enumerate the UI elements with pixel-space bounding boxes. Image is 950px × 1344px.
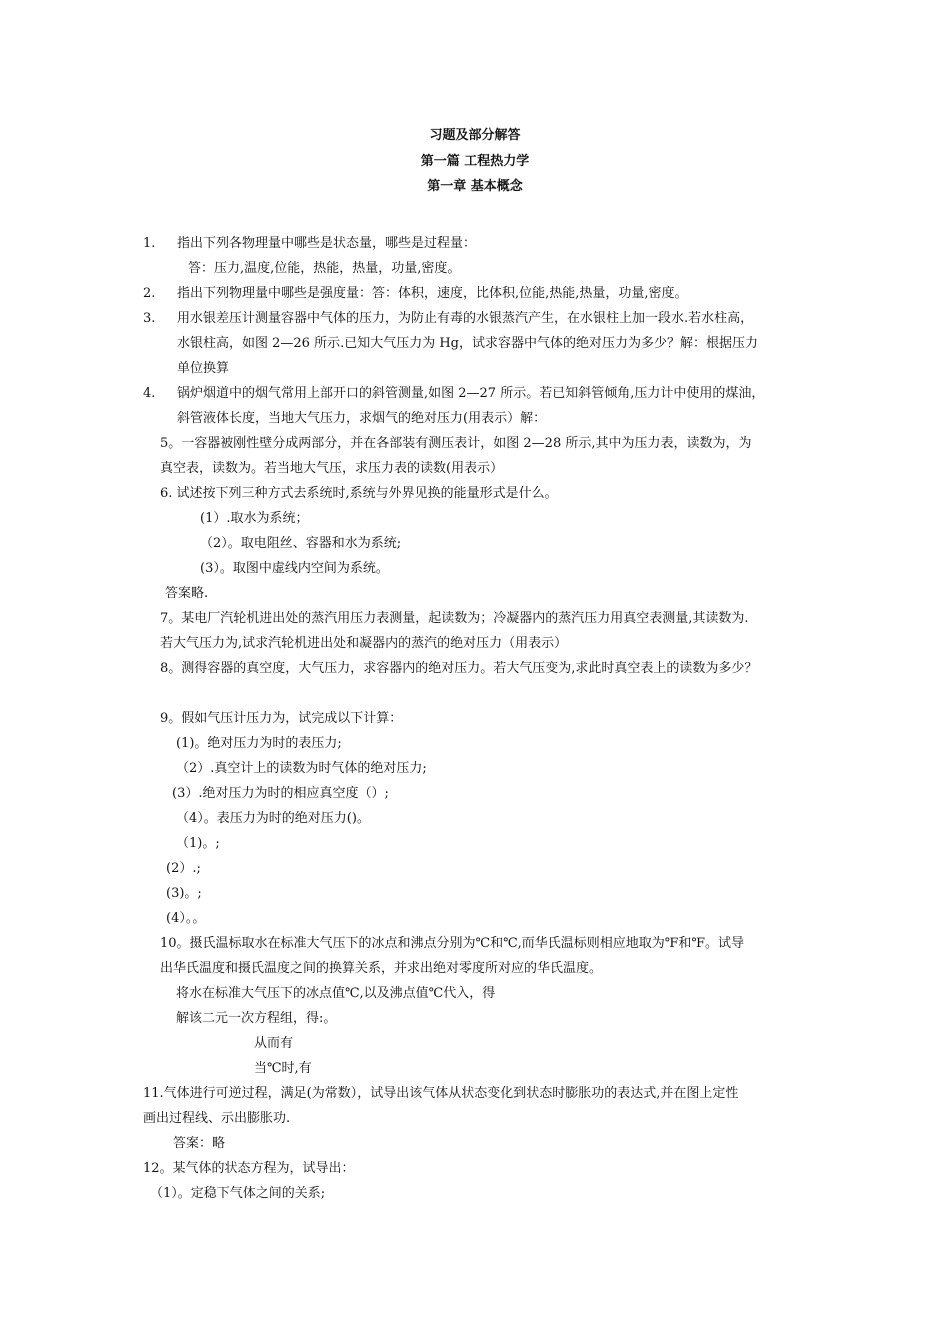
q10-solution2: 解该二元一次方程组，得:。 bbox=[176, 1011, 337, 1026]
q2-number: 2. bbox=[143, 286, 156, 301]
q1-number: 1. bbox=[143, 236, 156, 251]
q9-answer2: (2）.; bbox=[166, 861, 201, 876]
q11-answer: 答案：略 bbox=[173, 1136, 226, 1151]
q6-answer: 答案略. bbox=[165, 586, 209, 601]
q1-answer: 答：压力,温度,位能，热能，热量，功量,密度。 bbox=[188, 261, 461, 276]
q1-text: 指出下列各物理量中哪些是状态量，哪些是过程量： bbox=[177, 236, 477, 251]
q10-line1: 10。摄氏温标取水在标准大气压下的冰点和沸点分别为℃和℃,而华氏温标则相应地取为℉和℉。试导 bbox=[160, 936, 744, 951]
q11-line2: 画出过程线、示出膨胀功. bbox=[143, 1111, 291, 1126]
q5-line1: 5。一容器被刚性壁分成两部分，并在各部装有测压表计，如图 2—28 所示,其中为压力表，读数为，为 bbox=[160, 436, 752, 451]
q9-answer3: (3)。; bbox=[166, 886, 202, 901]
q11-line1: 11.气体进行可逆过程，满足(为常数），试导出该气体从状态变化到状态时膨胀功的表达式,并在图上定性 bbox=[143, 1086, 739, 1101]
q3-line2: 水银柱高，如图 2—26 所示.已知大气压力为 Hg，试求容器中气体的绝对压力为多少？解：根据压力 bbox=[177, 336, 759, 351]
q6-line1: 6. 试述按下列三种方式去系统时,系统与外界见换的能量形式是什么。 bbox=[160, 486, 558, 501]
chapter-title: 第一章 基本概念 bbox=[427, 179, 523, 194]
doc-title: 习题及部分解答 bbox=[429, 128, 521, 143]
q9-answer4: (4）。。 bbox=[166, 911, 206, 926]
q7-line1: 7。某电厂汽轮机进出处的蒸汽用压力表测量，起读数为；冷凝器内的蒸汽压力用真空表测量,其读数为. bbox=[160, 611, 749, 626]
q6-option3: (3）。取图中虚线内空间为系统。 bbox=[200, 561, 389, 576]
q6-option2: （2）。取电阻丝、容器和水为系统; bbox=[200, 536, 402, 551]
part-title: 第一篇 工程热力学 bbox=[420, 154, 530, 169]
q10-line2: 出华氏温度和摄氏温度之间的换算关系，并求出绝对零度所对应的华氏温度。 bbox=[160, 961, 603, 976]
q9-line1: 9。假如气压计压力为，试完成以下计算： bbox=[160, 711, 403, 726]
q10-solution3: 从而有 bbox=[254, 1036, 294, 1051]
q5-line2: 真空表，读数为。若当地大气压，求压力表的读数(用表示） bbox=[160, 461, 504, 476]
q10-solution4: 当℃时,有 bbox=[254, 1061, 312, 1076]
q3-number: 3. bbox=[143, 311, 156, 326]
q6-option1: (1）.取水为系统； bbox=[200, 511, 309, 526]
q10-solution1: 将水在标准大气压下的冰点值℃,以及沸点值℃代入，得 bbox=[176, 986, 496, 1001]
q4-number: 4. bbox=[143, 386, 156, 401]
q8-line1: 8。测得容器的真空度，大气压力，求容器内的绝对压力。若大气压变为,求此时真空表上的读数为多少？ bbox=[160, 661, 758, 676]
q2-text: 指出下列物理量中哪些是强度量：答：体积，速度，比体积,位能,热能,热量，功量,密度。 bbox=[177, 286, 688, 301]
q12-option1: （1）。定稳下气体之间的关系; bbox=[150, 1186, 326, 1201]
q12-line1: 12。某气体的状态方程为，试导出： bbox=[143, 1161, 355, 1176]
q9-option4: （4）。表压力为时的绝对压力()。 bbox=[176, 811, 370, 826]
q9-option2: （2）.真空计上的读数为时气体的绝对压力; bbox=[176, 761, 427, 776]
q9-answer1: （1)。; bbox=[176, 836, 220, 851]
q9-option3: (3）.绝对压力为时的相应真空度（）; bbox=[172, 786, 389, 801]
q3-line1: 用水银差压计测量容器中气体的压力，为防止有毒的水银蒸汽产生，在水银柱上加一段水.若水柱高， bbox=[177, 311, 754, 326]
q9-option1: (1)。绝对压力为时的表压力; bbox=[176, 736, 342, 751]
q7-line2: 若大气压力为,试求汽轮机进出处和凝器内的蒸汽的绝对压力（用表示） bbox=[160, 636, 568, 651]
q3-line3: 单位换算 bbox=[177, 361, 230, 376]
q4-line1: 锅炉烟道中的烟气常用上部开口的斜管测量,如图 2—27 所示。若已知斜管倾角,压力计中使用的煤油， bbox=[177, 386, 765, 401]
q4-line2: 斜管液体长度，当地大气压力，求烟气的绝对压力(用表示）解： bbox=[177, 411, 547, 426]
